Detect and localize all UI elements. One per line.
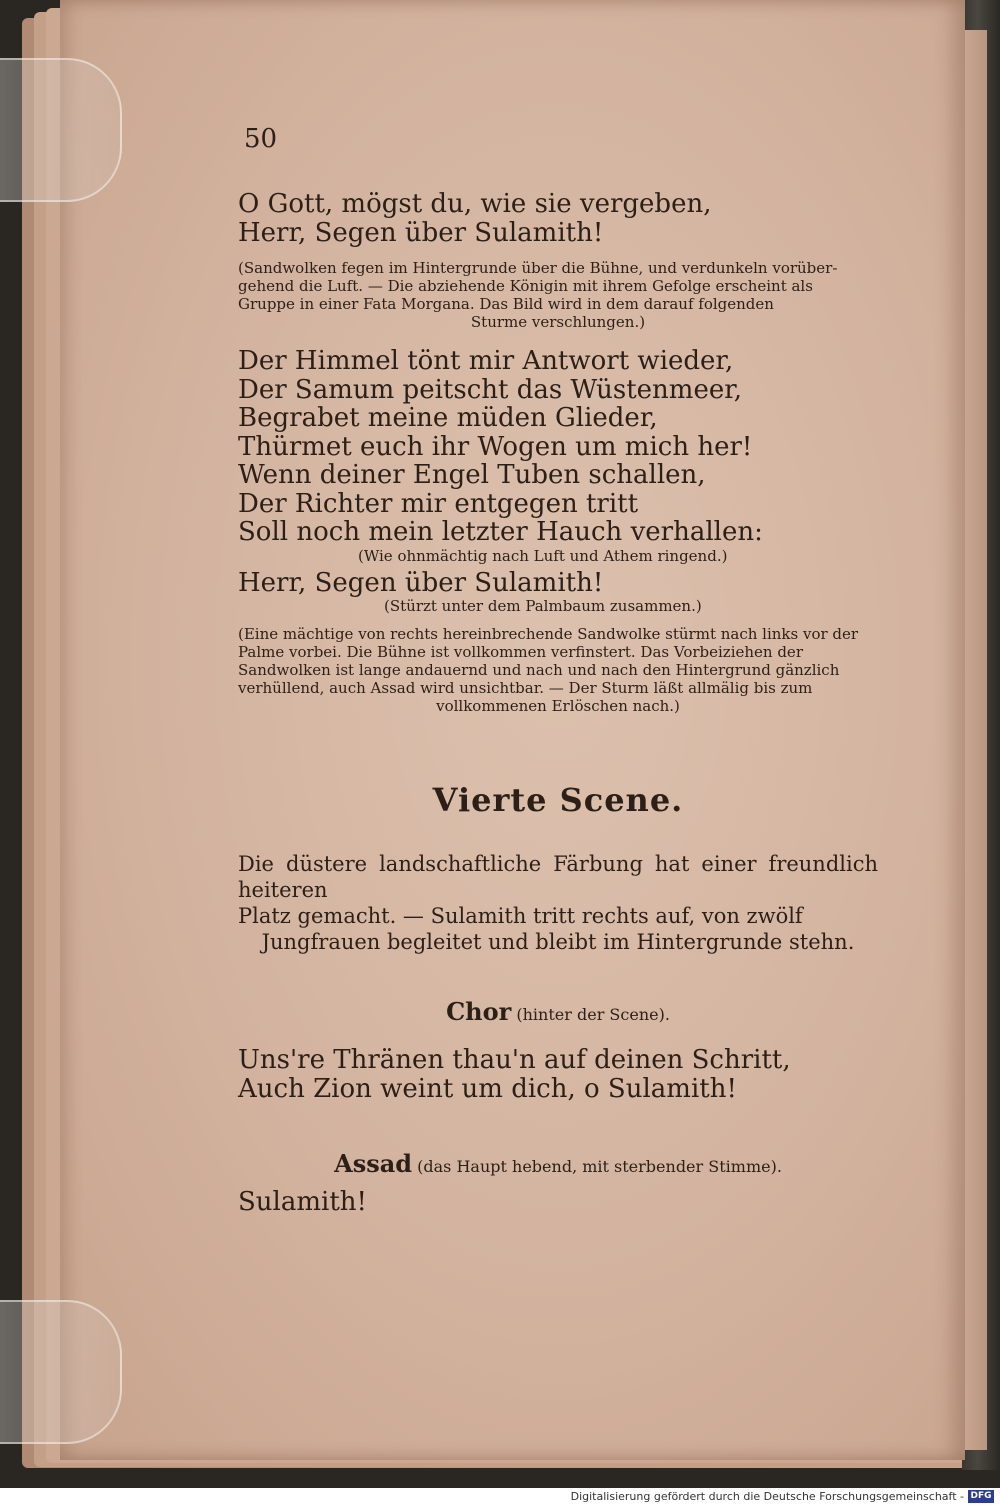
page-clip-top [0, 58, 122, 202]
page-number: 50 [244, 124, 278, 154]
scene-description-line: Die düstere landschaftliche Färbung hat einer freundlich heiteren [238, 852, 878, 902]
stage-direction-line: Sturme verschlungen.) [470, 313, 646, 331]
verse-line: Der Samum peitscht das Wüstenmeer, [238, 374, 743, 405]
speaker-heading [238, 997, 878, 1026]
stage-direction-line: vollkommenen Erlöschen nach.) [436, 697, 680, 715]
verse-line: Herr, Segen über Sulamith! [238, 217, 604, 248]
verse-line: Herr, Segen über Sulamith! [238, 567, 604, 598]
speaker-heading [238, 1149, 878, 1178]
stage-direction-line: Gruppe in einer Fata Morgana. Das Bild wird in dem darauf folgenden [238, 295, 774, 313]
page-content [238, 120, 878, 1217]
stage-direction-line: verhüllend, auch Assad wird unsichtbar. — Der Sturm läßt allmälig bis zum [238, 679, 813, 697]
stage-direction: (Stürzt unter dem Palmbaum zusammen.) [384, 597, 702, 615]
verse-line: Der Himmel tönt mir Antwort wieder, [238, 346, 734, 376]
stage-direction: (Wie ohnmächtig nach Luft und Athem ringend.) [358, 546, 728, 565]
speaker-name: Assad [334, 1149, 413, 1178]
scene-title: Vierte Scene. [432, 781, 684, 819]
verse-line: Uns're Thränen thau'n auf deinen Schritt, [238, 1045, 791, 1075]
stage-direction-line: gehend die Luft. — Die abziehende Königin mit ihrem Gefolge erscheint als [238, 277, 813, 295]
footer-credit: Digitalisierung gefördert durch die Deutsche Forschungsgemeinschaft - [570, 1490, 964, 1503]
stage-direction-line: (Eine mächtige von rechts hereinbrechende Sandwolke stürmt nach links vor der [238, 625, 859, 643]
verse-line: Soll noch mein letzter Hauch verhallen: [238, 517, 763, 547]
speaker-name: Chor [446, 997, 512, 1026]
stage-direction-line: (Sandwolken fegen im Hintergrunde über die Bühne, und verdunkeln vorüber- [238, 259, 838, 277]
stage-direction-line: Palme vorbei. Die Bühne ist vollkommen verfinstert. Das Vorbeiziehen der [238, 643, 803, 661]
adjacent-page [963, 30, 987, 1450]
verse-line: Auch Zion weint um dich, o Sulamith! [238, 1073, 737, 1104]
dfg-logo: DFG [968, 1490, 994, 1503]
speaker-direction: (das Haupt hebend, mit sterbender Stimme). [417, 1157, 782, 1176]
verse-line: Wenn deiner Engel Tuben schallen, [238, 460, 706, 490]
page-clip-bottom [0, 1300, 122, 1444]
scene-description-line: Jungfrauen begleitet und bleibt im Hintergrunde stehn. [261, 930, 855, 954]
stage-direction-line: Sandwolken ist lange andauernd und nach und nach den Hintergrund gänzlich [238, 661, 840, 679]
verse-line: O Gott, mögst du, wie sie vergeben, [238, 189, 712, 219]
scene-description-line: Platz gemacht. — Sulamith tritt rechts auf, von zwölf [238, 904, 803, 928]
verse-line: Begrabet meine müden Glieder, [238, 403, 658, 433]
verse-line: Sulamith! [238, 1187, 367, 1217]
speaker-direction: (hinter der Scene). [516, 1005, 670, 1024]
verse-line: Thürmet euch ihr Wogen um mich her! [238, 431, 753, 462]
verse-line: Der Richter mir entgegen tritt [238, 488, 639, 519]
